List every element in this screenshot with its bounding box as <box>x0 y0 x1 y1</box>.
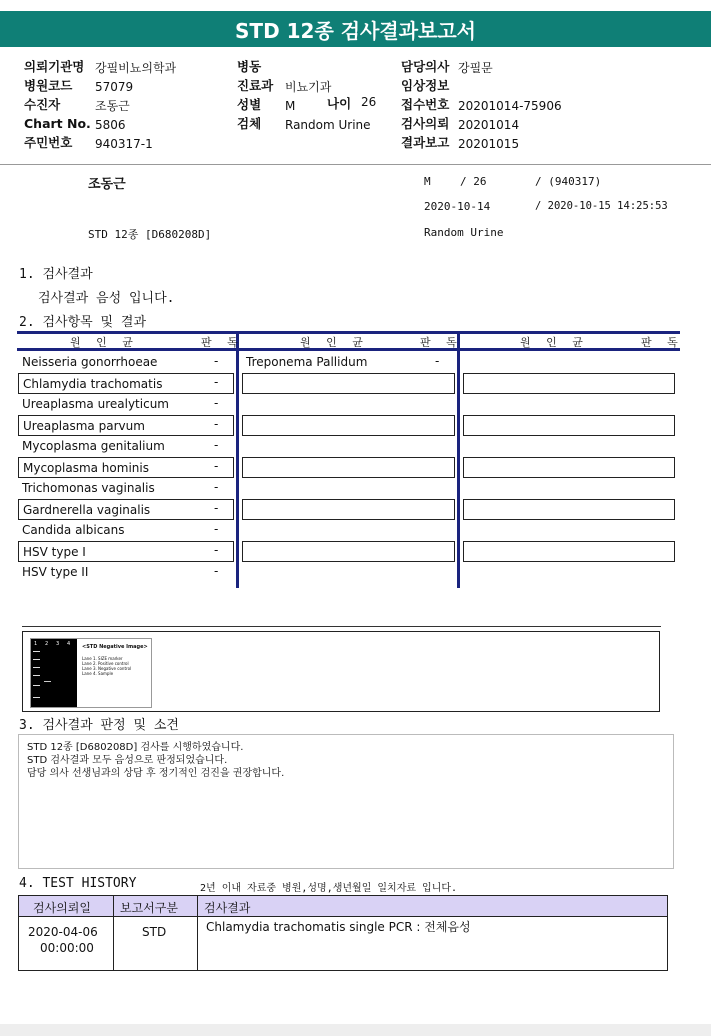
pathogen-name: Ureaplasma urealyticum <box>22 397 169 411</box>
report-datetime: / 2020-10-15 14:25:53 <box>535 200 668 212</box>
value: 57079 <box>95 80 134 94</box>
label: Chart No. <box>24 116 91 131</box>
positive-band <box>44 681 51 682</box>
legend-item: Lane 2. Positive control <box>82 661 129 666</box>
section4-title: 4. TEST HISTORY <box>19 876 137 891</box>
value: 조동근 <box>95 99 130 113</box>
empty-row <box>242 499 455 520</box>
age-label: 나이 <box>327 96 352 111</box>
label: 병원코드 <box>24 78 73 93</box>
result: - <box>214 354 219 368</box>
header-col3 <box>401 56 449 151</box>
header-col1-values <box>95 57 176 152</box>
table-row <box>18 478 234 499</box>
pathogen-name: Trichomonas vaginalis <box>22 481 155 495</box>
legend-item: Lane 1. SIZE marker <box>82 656 123 661</box>
remarks-box <box>18 734 674 869</box>
col-header-result: 판 독 <box>201 336 244 349</box>
section1-text: 검사결과 음성 입니다. <box>38 291 175 306</box>
specimen: Random Urine <box>424 226 504 239</box>
result: - <box>214 543 219 557</box>
table-row <box>18 499 234 520</box>
marker-band <box>33 685 40 686</box>
history-type: STD <box>142 925 167 939</box>
pathogen-name: Gardnerella vaginalis <box>23 503 151 517</box>
value: 비뇨기과 <box>285 80 332 94</box>
age-value: 26 <box>361 95 377 109</box>
label: 주민번호 <box>24 135 73 150</box>
history-header-result: 검사결과 <box>204 901 251 915</box>
value: 5806 <box>95 118 126 132</box>
pathogen-name: Mycoplasma genitalium <box>22 439 165 453</box>
result: - <box>214 522 219 536</box>
table-row <box>18 415 234 436</box>
patient-name: 조동근 <box>88 177 126 192</box>
label: 의뢰기관명 <box>24 59 85 74</box>
result: - <box>214 396 219 410</box>
label: 병동 <box>237 59 262 74</box>
label: 진료과 <box>237 78 274 93</box>
marker-band <box>33 697 40 698</box>
result: - <box>214 417 219 431</box>
table-row <box>18 562 234 583</box>
empty-row <box>242 541 455 562</box>
table-row <box>18 457 234 478</box>
history-header-date: 검사의뢰일 <box>33 901 91 915</box>
table-row <box>18 541 234 562</box>
value: 20201014-75906 <box>458 99 562 113</box>
lane-number: 3 <box>56 641 60 647</box>
marker-band <box>33 659 40 660</box>
value: 강필문 <box>458 61 493 75</box>
marker-band <box>33 667 40 668</box>
test-name: STD 12종 [D680208D] <box>88 228 212 241</box>
label: 수진자 <box>24 97 61 112</box>
pathogen-name: HSV type II <box>22 565 89 579</box>
gel-caption: <STD Negative Image> <box>82 644 148 650</box>
gel-divider <box>22 626 661 627</box>
gel-legend <box>82 656 131 676</box>
col-header-result: 판 독 <box>420 336 463 349</box>
history-header-type: 보고서구분 <box>120 901 178 915</box>
label: 검체 <box>237 116 262 131</box>
col-header-result: 판 독 <box>641 336 684 349</box>
value: 20201015 <box>458 137 520 151</box>
legend-item: Lane 4. Sample <box>82 671 114 676</box>
col-header-pathogen: 원 인 균 <box>70 336 139 349</box>
result: - <box>214 564 219 578</box>
table-row <box>18 436 234 457</box>
remark-line: STD 검사결과 모두 음성으로 판정되었습니다. <box>27 755 228 766</box>
remark-line: 담당 의사 선생님과의 상담 후 정기적인 검진을 권장합니다. <box>27 768 285 779</box>
report-title: STD 12종 검사결과보고서 <box>0 11 711 47</box>
history-col-divider <box>113 896 114 970</box>
pathogen-name: Candida albicans <box>22 523 125 537</box>
lane-number: 2 <box>45 641 49 647</box>
bottom-bar <box>0 1024 711 1036</box>
gel-photo <box>31 639 77 707</box>
legend-item: Lane 3. Negative control <box>82 666 132 671</box>
marker-band <box>33 675 40 676</box>
label: 결과보고 <box>401 135 450 150</box>
patient-age: / 26 <box>460 175 487 188</box>
value: 강필비뇨의학과 <box>95 61 177 75</box>
patient-id: / (940317) <box>535 175 602 188</box>
header-col2 <box>237 56 273 132</box>
table-row <box>18 394 234 415</box>
empty-row <box>463 457 675 478</box>
pathogen-name: Neisseria gonorrhoeae <box>22 355 158 369</box>
result: - <box>214 501 219 515</box>
result: - <box>214 438 219 452</box>
section3-title: 3. 검사결과 판정 및 소견 <box>19 718 179 733</box>
remark-line: STD 12종 [D680208D] 검사를 시행하였습니다. <box>27 742 244 753</box>
marker-band <box>33 651 40 652</box>
label: 검사의뢰 <box>401 116 450 131</box>
label: 담당의사 <box>401 59 450 74</box>
receipt-date: 2020-10-14 <box>424 200 491 213</box>
value: 20201014 <box>458 118 520 132</box>
lane-number: 1 <box>34 641 38 647</box>
col-header-pathogen: 원 인 균 <box>300 336 369 349</box>
result: - <box>435 354 440 368</box>
column-divider-2 <box>457 331 460 588</box>
empty-row <box>242 457 455 478</box>
history-col-divider <box>197 896 198 970</box>
header-col1 <box>24 56 91 151</box>
section2-title: 2. 검사항목 및 결과 <box>19 315 147 330</box>
gel-image <box>30 638 152 708</box>
section1-title: 1. 검사결과 <box>19 267 93 282</box>
empty-row <box>463 541 675 562</box>
value: M <box>285 99 296 113</box>
result: - <box>214 480 219 494</box>
result: - <box>214 375 219 389</box>
empty-row <box>242 415 455 436</box>
empty-row <box>242 373 455 394</box>
value: 940317-1 <box>95 137 153 151</box>
empty-row <box>463 499 675 520</box>
label: 접수번호 <box>401 97 450 112</box>
table-row <box>18 520 234 541</box>
history-result: Chlamydia trachomatis single PCR : 전체음성 <box>206 920 471 934</box>
label: 성별 <box>237 97 262 112</box>
result: - <box>214 459 219 473</box>
table-row <box>18 352 234 373</box>
col-header-pathogen: 원 인 균 <box>520 336 589 349</box>
history-time: 00:00:00 <box>40 941 94 955</box>
history-note: 2년 이내 자료중 병원,성명,생년월일 일치자료 입니다. <box>200 883 458 894</box>
label: 임상정보 <box>401 78 450 93</box>
empty-row <box>463 373 675 394</box>
pathogen-name: Mycoplasma hominis <box>23 461 149 475</box>
value: Random Urine <box>285 118 371 132</box>
column-divider-1 <box>236 331 239 588</box>
pathogen-name: HSV type I <box>23 545 86 559</box>
history-table <box>18 895 668 971</box>
history-date: 2020-04-06 <box>28 925 98 939</box>
header-col3-values <box>458 57 562 152</box>
empty-row <box>463 415 675 436</box>
pathogen-name: Treponema Pallidum <box>246 355 368 369</box>
patient-sex: M <box>424 175 431 188</box>
table-row <box>18 373 234 394</box>
history-header-row <box>19 896 667 917</box>
pathogen-name: Chlamydia trachomatis <box>23 377 163 391</box>
lane-number: 4 <box>67 641 71 647</box>
pathogen-name: Ureaplasma parvum <box>23 419 145 433</box>
